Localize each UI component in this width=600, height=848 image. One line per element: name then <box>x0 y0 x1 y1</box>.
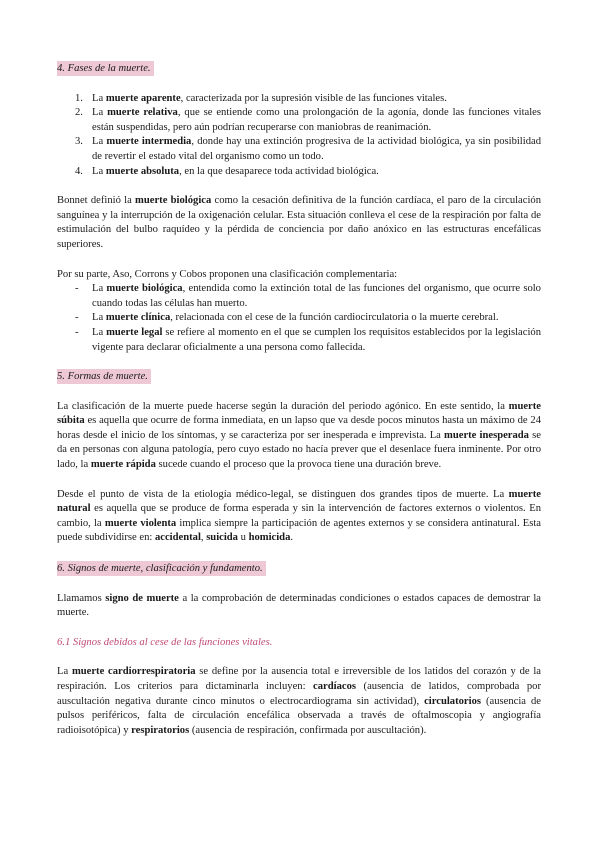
paragraph-term: cardíacos <box>313 681 357 692</box>
list-dash: - <box>75 283 79 295</box>
item-term: muerte absoluta <box>105 165 180 177</box>
paragraph-term: muerte cardiorrespiratoria <box>71 666 196 678</box>
list-number: 2. <box>75 107 83 119</box>
list-number: 3. <box>75 136 83 148</box>
item-term: muerte biológica <box>106 283 183 295</box>
formas-paragraph-duracion <box>57 400 541 473</box>
aso-list <box>57 282 541 355</box>
list-item <box>57 165 541 180</box>
fases-list <box>57 92 541 180</box>
paragraph-text: (ausencia de pulsos periféricos, falta de circulación encefálica observada a través de oftalmoscopia y angiografía radioisotópica) y <box>57 695 541 736</box>
paragraph-text: a la comprobación de determinadas condiciones o estados capaces de demostrar la muerte. <box>57 592 541 619</box>
item-text: , donde hay una extinción progresiva de la actividad biológica, ya sin posibilidad de revertir el estado vital del organismo como un todo. <box>92 136 541 162</box>
aso-intro-paragraph: Por su parte, Aso, Corrons y Cobos proponen una clasificación complementaria: <box>57 268 398 280</box>
formas-paragraph-etiologia <box>57 488 541 546</box>
list-dash: - <box>75 312 79 324</box>
paragraph-term: muerte rápida <box>90 459 156 471</box>
subsection-heading-cese: 6.1 Signos debidos al cese de las funciones vitales. <box>57 636 273 648</box>
item-text: , que se entiende como una prolongación de la agonía, donde las funciones vitales están suspendidas, pero aún podrían recuperarse con maniobras de reanimación. <box>92 107 541 133</box>
list-number: 4. <box>75 165 83 177</box>
paragraph-text: es aquella que se produce de forma esperada y sin la intervención de factores externos o violentos. En cambio, la <box>57 503 541 529</box>
item-term: muerte aparente <box>105 92 181 104</box>
paragraph-term: respiratorios <box>131 724 190 736</box>
paragraph-text: u <box>237 532 249 544</box>
paragraph-text: sucede cuando el proceso que la provoca tiene una duración breve. <box>155 459 442 471</box>
paragraph-text: La <box>57 666 72 678</box>
list-item <box>57 311 541 326</box>
item-text: se refiere al momento en el que se cumplen los requisitos establecidos por la legislación vigente para declarar oficialmente a una persona como fallecida. <box>92 326 541 353</box>
list-number: 1. <box>75 92 83 104</box>
list-item <box>57 106 541 135</box>
item-term: muerte intermedia <box>106 136 192 148</box>
item-text: , en la que desaparece toda actividad biológica. <box>179 165 379 177</box>
item-text: La <box>92 312 106 324</box>
paragraph-text: , <box>200 532 207 544</box>
paragraph-term: homicida <box>248 532 291 544</box>
list-item <box>57 135 541 164</box>
paragraph-text: La clasificación de la muerte puede hacerse según la duración del periodo agónico. En este sentido, la <box>57 400 509 412</box>
item-text: La <box>92 165 106 177</box>
paragraph-term: signo de muerte <box>105 592 179 604</box>
list-item <box>57 282 541 311</box>
item-text: , caracterizada por la supresión visible de las funciones vitales. <box>180 92 447 104</box>
paragraph-text: Llamamos <box>57 592 106 604</box>
paragraph-term: muerte inesperada <box>444 429 529 441</box>
paragraph-text: Bonnet definió la <box>57 195 136 207</box>
paragraph-text: (ausencia de latidos, comprobada por auscultación negativa durante cinco minutos o electrocardiograma sin actividad), <box>57 681 541 707</box>
item-text: La <box>92 92 106 104</box>
paragraph-term: muerte súbita <box>57 400 541 427</box>
paragraph-term: accidental <box>154 532 201 544</box>
paragraph-text: (ausencia de respiración, confirmada por auscultación). <box>189 724 427 736</box>
signos-paragraph-definicion <box>57 592 541 621</box>
item-text: La <box>92 326 107 338</box>
document-page <box>57 61 541 738</box>
section-heading-formas: 5. Formas de muerte. <box>57 369 151 384</box>
list-item <box>57 92 541 107</box>
paragraph-text: se da en personas con alguna patología, pero cuyo estado no hacía prever que el desenlace fuera inminente. Por otro lado, la <box>57 429 541 471</box>
section-heading-fases: 4. Fases de la muerte. <box>57 61 154 76</box>
list-dash: - <box>75 326 79 338</box>
paragraph-text: es aquella que ocurre de forma inmediata, en un lapso que va desde pocos minutos hasta un máximo de 24 horas desde el inicio de los síntomas, y se caracteriza por ser inesperada e imprevista. La <box>57 415 541 441</box>
signos-paragraph-cardiorrespiratoria <box>57 665 541 738</box>
paragraph-term: circulatorios <box>424 695 481 707</box>
paragraph-text: como la cesación definitiva de la función cardíaca, el paro de la circulación sanguínea y la interrupción de la oxigenación celular. Esta situación conlleva el cese de la respiración por falta de estimulación del bulbo raquídeo y la pérdida de conciencia por daño anóxico en las estructuras encefálicas superiores. <box>57 195 542 250</box>
paragraph-text: . <box>290 532 294 544</box>
item-text: , relacionada con el cese de la función cardiocirculatoria o la muerte cerebral. <box>170 312 499 324</box>
paragraph-term: muerte violenta <box>104 517 177 529</box>
paragraph-text: Desde el punto de vista de la etiología médico-legal, se distinguen dos grandes tipos de muerte. La <box>57 488 509 500</box>
paragraph-term: muerte biológica <box>135 195 212 207</box>
item-term: muerte clínica <box>105 312 171 324</box>
item-term: muerte relativa <box>107 107 178 119</box>
item-text: La <box>92 107 108 119</box>
paragraph-text: se define por la ausencia total e irreversible de los latidos del corazón y de la respiración. Los criterios para dictaminarla incluyen: <box>57 666 541 692</box>
paragraph-term: suicida <box>206 532 238 544</box>
item-text: La <box>92 283 107 295</box>
paragraph-term: muerte natural <box>57 488 541 515</box>
item-text: La <box>92 136 107 148</box>
bonnet-paragraph <box>57 194 541 252</box>
paragraph-text: implica siempre la participación de agentes externos y se considera antinatural. Esta puede subdividirse en: <box>57 517 541 544</box>
item-text: , entendida como la extinción total de las funciones del organismo, que ocurre solo cuando todas las células han muerto. <box>92 283 541 309</box>
section-heading-signos: 6. Signos de muerte, clasificación y fundamento. <box>57 561 266 576</box>
item-term: muerte legal <box>106 326 163 338</box>
list-item <box>57 326 541 355</box>
